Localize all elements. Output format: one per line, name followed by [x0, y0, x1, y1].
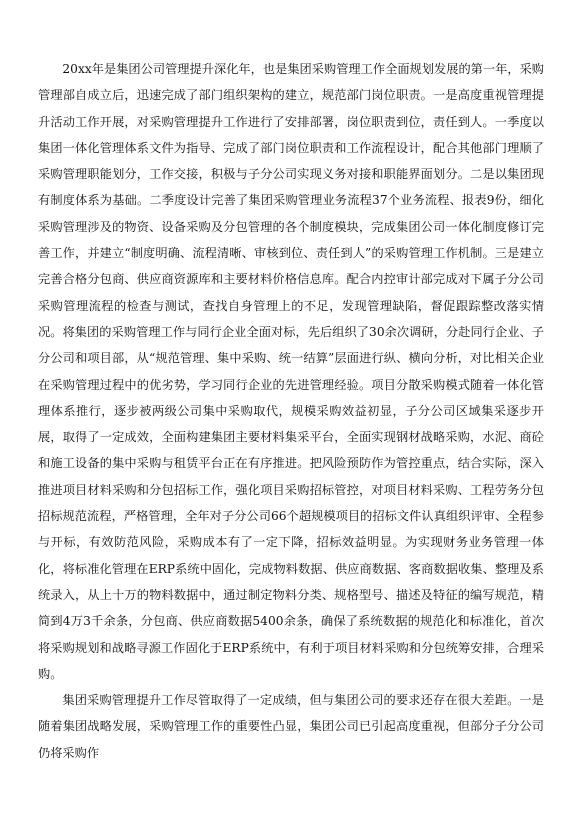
- paragraph-2: 集团采购管理提升工作尽管取得了一定成绩，但与集团公司的要求还存在很大差距。一是随着集团战略发展，采购管理工作的重要性凸显，集团公司已引起高度重视，但部分子分公司仍将采购作: [38, 693, 544, 760]
- paragraph-1: 20xx年是集团公司管理提升深化年，也是集团采购管理工作全面规划发展的第一年，采购管理部自成立后，迅速完成了部门组织架构的建立，规范部门岗位职责。一是高度重视管理提升活动工作开展，对采购管理提升工作进行了安排部署，岗位职责到位，责任到人。一季度以集团一体化管理体系文件为指导、完成了部门岗位职责和工作流程设计，配合其他部门理顺了采购管理职能划分，工作交接，积极与子分公司实现义务对接和职能界面划分。二是以集团现有制度体系为基础。二季度设计完善了集团采购管理业务流程37个业务流程、报表9份，细化采购管理涉及的物资、设备采购及分包管理的各个制度模块，完成集团公司一体化制度修订完善工作，并建立“制度明确、流程清晰、审核到位、责任到人”的采购管理工作机制。三是建立完善合格分包商、供应商资源库和主要材料价格信息库。配合内控审计部完成对下属子分公司采购管理流程的检查与测试，查找自身管理上的不足，发现管理缺陷，督促跟踪整改落实情况。将集团的采购管理工作与同行企业全面对标，先后组织了30余次调研，分赴同行企业、子分公司和项目部，从“规范管理、集中采购、统一结算”层面进行纵、横向分析，对比相关企业在采购管理过程中的优劣势，学习同行企业的先进管理经验。项目分散采购模式随着一体化管理体系推行，逐步被两级公司集中采购取代，规模采购效益初显，子分公司区域集采逐步开展，取得了一定成效，全面构建集团主要材料集采平台，全面实现钢材战略采购，水泥、商砼和施工设备的集中采购与租赁平台正在有序推进。把风险预防作为管控重点，结合实际，深入推进项目材料采购和分包招标工作，强化项目采购招标管控，对项目材料采购、工程劳务分包招标规范流程，严格管理，全年对子分公司66个超规模项目的招标文件认真组织评审、全程参与开标，有效防范风险，采购成本有了一定下降，招标效益明显。为实现财务业务管理一体化，将标准化管理在ERP系统中固化，完成物料数据、供应商数据、客商数据收集、整理及系统录入，从上十万的物料数据中，通过制定物料分类、规格型号、描述及特征的编写规范，精简到4万3千余条，分包商、供应商数据5400余条，确保了系统数据的规范化和标准化，首次将采购规划和战略寻源工作固化于ERP系统中，有利于项目材料采购和分包统筹安排，合理采购。: [38, 62, 544, 681]
- document-body: [38, 56, 544, 766]
